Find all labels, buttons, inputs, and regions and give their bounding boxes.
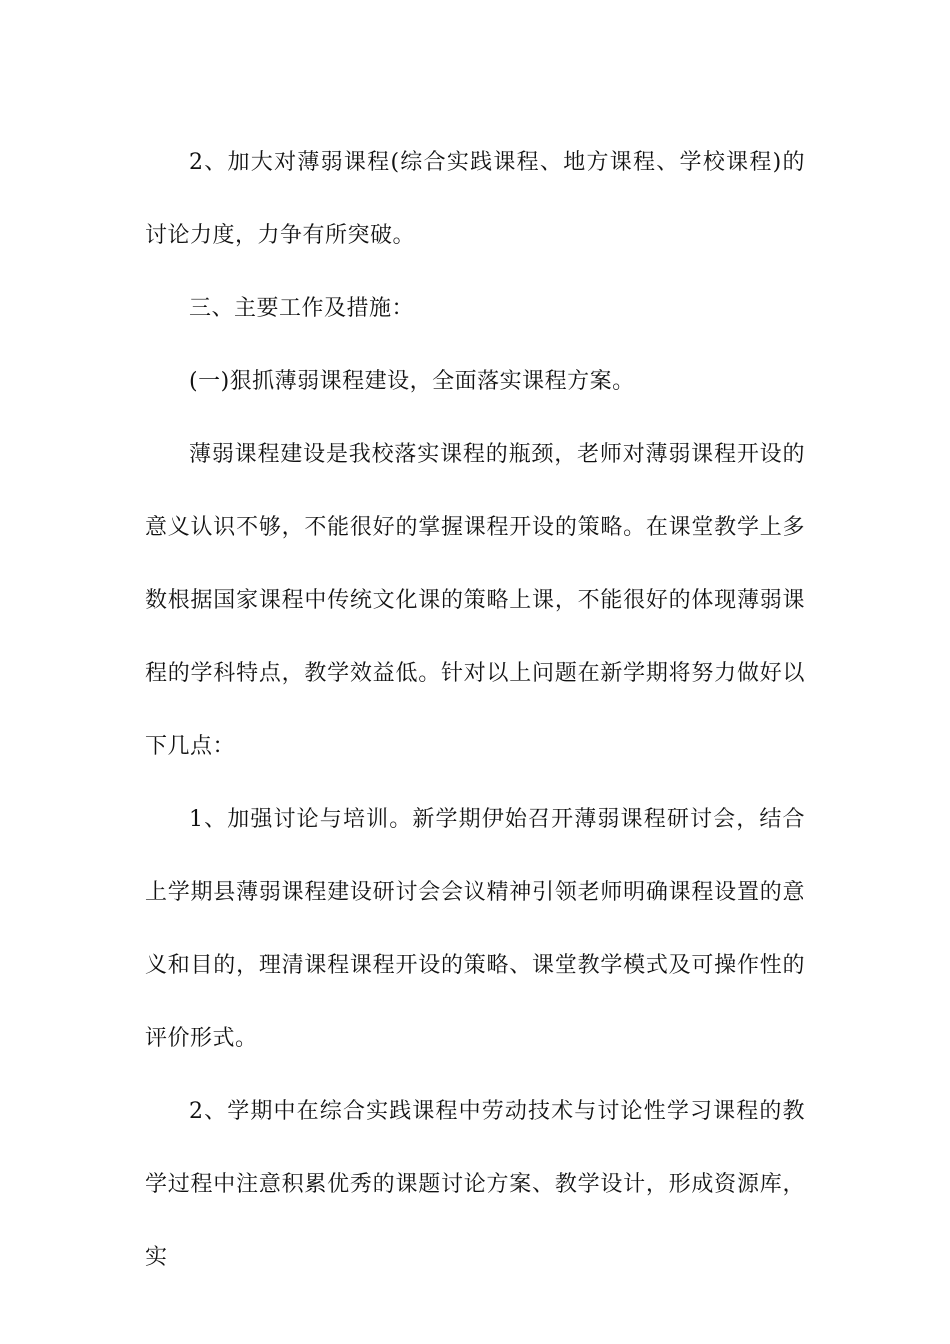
paragraph-weak-courses: 薄弱课程建设是我校落实课程的瓶颈，老师对薄弱课程开设的意义认识不够，不能很好的掌握课程开设的策略。在课堂教学上多数根据国家课程中传统文化课的策略上课，不能很好的体现薄弱课程的学科特点，教学效益低。针对以上问题在新学期将努力做好以下几点：	[145, 442, 805, 759]
subsection-heading-1: (一)狠抓薄弱课程建设，全面落实课程方案。	[189, 369, 635, 394]
paragraph-goal-2: 2、加大对薄弱课程(综合实践课程、地方课程、学校课程)的讨论力度，力争有所突破。	[145, 150, 805, 248]
paragraph-measure-1: 1、加强讨论与培训。新学期伊始召开薄弱课程研讨会，结合上学期县薄弱课程建设研讨会会议精神引领老师明确课程设置的意义和目的，理清课程课程开设的策略、课堂教学模式及可操作性的评价形式。	[145, 807, 805, 1051]
section-heading-main-work: 三、主要工作及措施：	[189, 296, 415, 321]
document-body	[145, 126, 805, 1294]
paragraph-measure-2: 2、学期中在综合实践课程中劳动技术与讨论性学习课程的教学过程中注意积累优秀的课题讨论方案、教学设计，形成资源库，实	[145, 1099, 805, 1270]
